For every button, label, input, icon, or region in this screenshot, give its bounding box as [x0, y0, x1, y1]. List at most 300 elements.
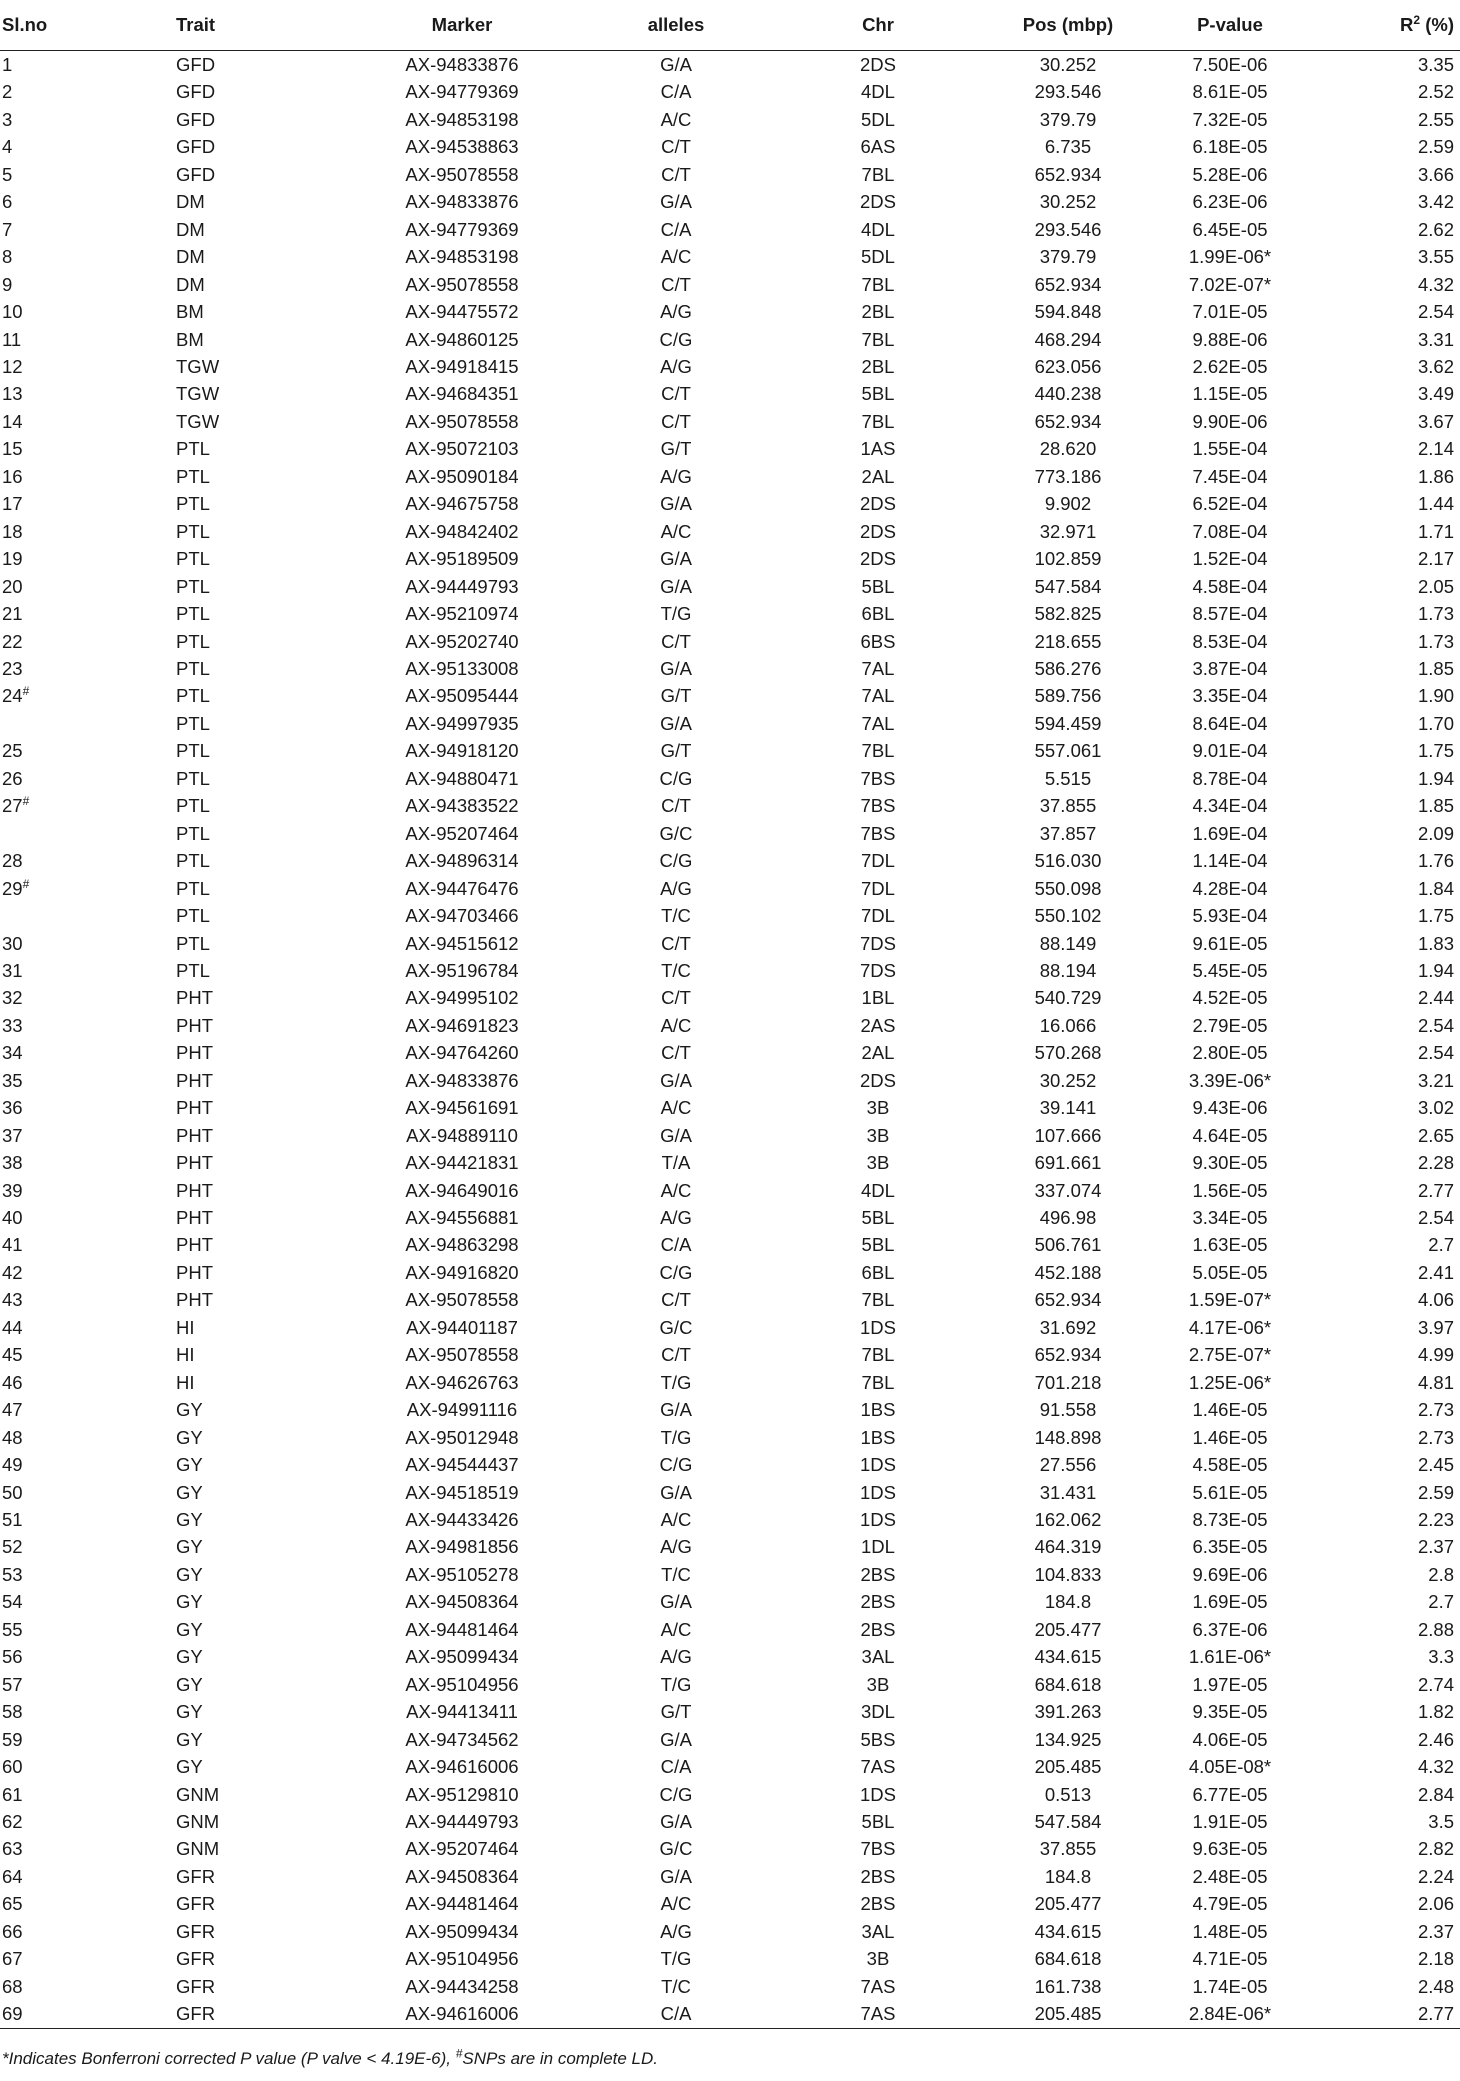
cell-slno-wrap	[0, 1561, 172, 1588]
cell-r2: 2.06	[1417, 1893, 1454, 1915]
cell-pvalue: 3.87E-04	[1192, 657, 1268, 679]
cell-pos: 652.934	[1034, 273, 1102, 295]
table-row	[0, 1643, 1460, 1670]
header-slno: Sl.no	[0, 0, 172, 51]
cell-alleles: T/G	[660, 1948, 692, 1970]
cell-slno-wrap	[0, 1643, 172, 1670]
cell-slno: 7	[2, 218, 13, 240]
cell-marker: AX-94853198	[405, 108, 519, 130]
cell-slno-wrap	[0, 243, 172, 270]
cell-alleles: G/A	[660, 1728, 692, 1750]
cell-chr: 2DS	[860, 1069, 896, 1091]
cell-slno-wrap	[0, 1671, 172, 1698]
cell-trait: PTL	[176, 685, 210, 707]
cell-pos: 104.833	[1034, 1563, 1102, 1585]
cell-r2: 2.52	[1417, 81, 1454, 103]
cell-marker: AX-94997935	[405, 712, 519, 734]
cell-pos: 293.546	[1034, 218, 1102, 240]
cell-r2: 2.62	[1417, 218, 1454, 240]
cell-alleles: C/T	[661, 987, 691, 1009]
cell-marker: AX-95099434	[405, 1646, 519, 1668]
cell-r2: 3.3	[1428, 1646, 1454, 1668]
cell-chr: 7BL	[861, 273, 895, 295]
cell-pos: 148.898	[1034, 1426, 1102, 1448]
cell-pvalue: 1.15E-05	[1192, 383, 1268, 405]
cell-pvalue: 6.77E-05	[1192, 1783, 1268, 1805]
cell-pvalue: 4.06E-05	[1192, 1728, 1268, 1750]
cell-chr: 7BL	[861, 1344, 895, 1366]
cell-trait: PHT	[176, 1124, 213, 1146]
cell-r2: 2.28	[1417, 1152, 1454, 1174]
cell-r2: 2.77	[1310, 2000, 1460, 2028]
cell-marker: AX-94383522	[405, 795, 519, 817]
table-footnote	[0, 2045, 1460, 2069]
cell-chr: 1DS	[860, 1454, 896, 1476]
cell-slno: 31	[2, 959, 23, 981]
cell-r2: 2.48	[1417, 1975, 1454, 1997]
table-row	[0, 628, 1460, 655]
table-row	[0, 380, 1460, 407]
cell-pos: 468.294	[1034, 328, 1102, 350]
cell-slno-wrap	[0, 957, 172, 984]
cell-marker: AX-94842402	[405, 520, 519, 542]
cell-chr: 2AL	[861, 1042, 895, 1064]
cell-pos: 6.735	[1044, 136, 1092, 158]
cell-r2: 1.85	[1417, 795, 1454, 817]
cell-chr: 3B	[866, 1097, 890, 1119]
cell-slno-wrap	[0, 1506, 172, 1533]
cell-marker: AX-94833876	[405, 191, 519, 213]
cell-alleles: G/A	[660, 1865, 692, 1887]
cell-marker: AX-94649016	[405, 1179, 519, 1201]
cell-pvalue: 4.58E-05	[1192, 1454, 1268, 1476]
footnote-part1: *Indicates Bonferroni corrected P value (P valve < 4.19E-6),	[2, 2048, 456, 2068]
table-row	[0, 2000, 1460, 2028]
cell-pvalue: 1.52E-04	[1192, 548, 1268, 570]
cell-slno: 50	[2, 1481, 23, 1503]
cell-marker: AX-94779369	[405, 218, 519, 240]
cell-alleles: A/C	[660, 1014, 692, 1036]
cell-slno: 17	[2, 493, 23, 515]
cell-pos: 205.477	[1034, 1618, 1102, 1640]
table-row	[0, 463, 1460, 490]
cell-trait: GY	[176, 1701, 203, 1723]
cell-r2: 3.31	[1417, 328, 1454, 350]
cell-alleles: G/C	[659, 1838, 693, 1860]
table-row	[0, 1012, 1460, 1039]
cell-chr: 1BS	[860, 1399, 896, 1421]
cell-r2: 2.82	[1417, 1838, 1454, 1860]
cell-marker: AX-94833876	[405, 54, 519, 75]
cell-r2: 2.7	[1428, 1234, 1454, 1256]
cell-alleles: C/T	[661, 1042, 691, 1064]
table-row	[0, 106, 1460, 133]
cell-r2: 4.81	[1417, 1371, 1454, 1393]
cell-pos: 684.618	[1034, 1948, 1102, 1970]
cell-marker: AX-94918120	[405, 740, 519, 762]
cell-chr: 7BL	[861, 1289, 895, 1311]
cell-alleles: A/C	[660, 1509, 692, 1531]
cell-pvalue: 4.79E-05	[1192, 1893, 1268, 1915]
cell-r2: 2.73	[1417, 1399, 1454, 1421]
cell-trait: PTL	[176, 767, 210, 789]
cell-slno-wrap	[0, 1808, 172, 1835]
table-row	[0, 1698, 1460, 1725]
cell-alleles: G/A	[660, 1591, 692, 1613]
cell-pvalue: 3.39E-06*	[1188, 1069, 1272, 1091]
cell-pvalue: 6.18E-05	[1192, 136, 1268, 158]
header-r2-base: R	[1400, 14, 1414, 35]
cell-chr: 3DL	[861, 1701, 895, 1723]
table-row	[0, 765, 1460, 792]
cell-trait: GY	[176, 1591, 203, 1613]
cell-slno-wrap	[0, 1122, 172, 1149]
table-row	[0, 875, 1460, 902]
cell-slno: 18	[2, 520, 23, 542]
cell-slno-wrap	[0, 1259, 172, 1286]
cell-slno-wrap	[0, 1424, 172, 1451]
cell-chr: 3B	[866, 1948, 890, 1970]
cell-trait: HI	[176, 1316, 195, 1338]
cell-chr: 5BL	[861, 1234, 895, 1256]
cell-marker: AX-94981856	[405, 1536, 519, 1558]
cell-trait: PTL	[176, 630, 210, 652]
cell-r2: 4.32	[1417, 273, 1454, 295]
cell-chr: 4DL	[861, 81, 895, 103]
cell-trait: TGW	[176, 355, 220, 377]
cell-marker: AX-94675758	[405, 493, 519, 515]
table-body	[0, 51, 1460, 2029]
cell-trait: GFR	[176, 1920, 216, 1942]
cell-marker: AX-94481464	[405, 1893, 519, 1915]
cell-marker: AX-95189509	[405, 548, 519, 570]
cell-slno-wrap	[0, 490, 172, 517]
cell-alleles: T/C	[661, 1975, 691, 1997]
table-row	[0, 737, 1460, 764]
cell-pvalue: 4.58E-04	[1192, 575, 1268, 597]
cell-slno: 42	[2, 1261, 23, 1283]
cell-r2: 3.42	[1417, 191, 1454, 213]
cell-chr: 2DS	[860, 191, 896, 213]
cell-pos: 37.857	[1039, 822, 1097, 844]
cell-marker: AX-94544437	[405, 1454, 519, 1476]
cell-slno-wrap	[0, 573, 172, 600]
cell-pvalue: 9.01E-04	[1192, 740, 1268, 762]
cell-trait: GFD	[176, 163, 216, 185]
cell-marker: AX-94508364	[405, 1591, 519, 1613]
cell-marker: AX-95133008	[405, 657, 519, 679]
cell-chr: 6AS	[860, 136, 896, 158]
cell-slno: 27	[2, 795, 23, 817]
cell-pos: 550.102	[1034, 905, 1102, 927]
cell-pvalue: 1.63E-05	[1192, 1234, 1268, 1256]
cell-slno-wrap	[0, 655, 172, 682]
cell-chr: 2AS	[860, 1014, 896, 1036]
cell-alleles: A/G	[660, 355, 692, 377]
cell-trait: TGW	[176, 383, 220, 405]
cell-pos: 0.513	[1044, 1783, 1092, 1805]
cell-chr: 5BL	[861, 575, 895, 597]
cell-pos: 5.515	[1044, 767, 1092, 789]
cell-chr: 4DL	[861, 218, 895, 240]
cell-chr: 7DL	[861, 905, 895, 927]
cell-pos: 205.485	[1034, 1756, 1102, 1778]
cell-slno: 19	[2, 548, 23, 570]
cell-slno-wrap	[0, 2000, 172, 2028]
table-row	[0, 1231, 1460, 1258]
cell-slno-wrap	[0, 1012, 172, 1039]
cell-trait: PHT	[176, 1014, 213, 1036]
cell-trait: GY	[176, 1728, 203, 1750]
cell-alleles: G/A	[660, 575, 692, 597]
cell-r2: 1.75	[1417, 905, 1454, 927]
cell-pos: 540.729	[1034, 987, 1102, 1009]
cell-pos: 440.238	[1034, 383, 1102, 405]
cell-slno-wrap	[0, 820, 172, 847]
cell-r2: 3.55	[1417, 246, 1454, 268]
cell-slno-note: #	[22, 684, 30, 699]
cell-pvalue: 7.32E-05	[1192, 108, 1268, 130]
cell-marker: AX-95078558	[405, 1344, 519, 1366]
cell-slno: 9	[2, 273, 13, 295]
cell-marker: AX-94703466	[405, 905, 519, 927]
cell-r2: 2.54	[1417, 1014, 1454, 1036]
cell-chr: 2DS	[860, 548, 896, 570]
cell-r2: 1.94	[1417, 767, 1454, 789]
cell-pos: 570.268	[1034, 1042, 1102, 1064]
cell-slno-wrap	[0, 1781, 172, 1808]
cell-r2: 2.41	[1417, 1261, 1454, 1283]
cell-pos: 88.194	[1039, 959, 1097, 981]
cell-slno-wrap	[0, 326, 172, 353]
cell-marker: AX-94616006	[342, 2000, 582, 2028]
cell-trait: PHT	[176, 1152, 213, 1174]
table-row	[0, 573, 1460, 600]
cell-slno: 16	[2, 465, 23, 487]
cell-pvalue: 2.48E-05	[1192, 1865, 1268, 1887]
cell-trait: GNM	[176, 1811, 220, 1832]
cell-r2: 2.17	[1417, 548, 1454, 570]
cell-alleles: C/A	[660, 81, 692, 103]
table-row	[0, 1369, 1460, 1396]
cell-slno-wrap	[0, 1945, 172, 1972]
cell-r2: 1.44	[1417, 493, 1454, 515]
cell-pos: 162.062	[1034, 1509, 1102, 1531]
cell-r2: 2.54	[1417, 301, 1454, 323]
cell-alleles: G/A	[660, 1124, 692, 1146]
cell-trait: GY	[176, 1563, 203, 1585]
cell-chr: 2BL	[861, 355, 895, 377]
cell-trait: TGW	[176, 410, 220, 432]
cell-r2: 1.71	[1417, 520, 1454, 542]
cell-slno-wrap	[0, 765, 172, 792]
cell-alleles: G/C	[659, 1316, 693, 1338]
cell-r2: 1.94	[1417, 959, 1454, 981]
cell-pos: 516.030	[1034, 850, 1102, 872]
cell-alleles: C/T	[661, 410, 691, 432]
cell-chr: 2BS	[860, 1618, 896, 1640]
cell-alleles: G/A	[660, 493, 692, 515]
table-row	[0, 1286, 1460, 1313]
table-row	[0, 1918, 1460, 1945]
cell-chr: 1DS	[860, 1481, 896, 1503]
cell-slno: 39	[2, 1179, 23, 1201]
table-row	[0, 271, 1460, 298]
cell-marker: AX-95207464	[405, 822, 519, 844]
cell-chr: 1DS	[860, 1316, 896, 1338]
cell-r2: 2.77	[1417, 1179, 1454, 1201]
cell-pos: 37.855	[1039, 795, 1097, 817]
table-row	[0, 957, 1460, 984]
cell-pvalue: 4.34E-04	[1192, 795, 1268, 817]
cell-r2: 3.49	[1417, 383, 1454, 405]
cell-slno: 2	[2, 81, 13, 103]
table-row	[0, 1122, 1460, 1149]
cell-pvalue: 3.34E-05	[1192, 1207, 1268, 1229]
cell-chr: 7AS	[860, 1975, 896, 1997]
cell-slno: 5	[2, 163, 13, 185]
cell-alleles: C/G	[659, 1261, 693, 1283]
cell-pvalue: 1.91E-05	[1192, 1811, 1268, 1832]
cell-alleles: A/C	[660, 1618, 692, 1640]
cell-alleles: C/T	[661, 1344, 691, 1366]
cell-marker: AX-95078558	[405, 1289, 519, 1311]
cell-chr: 7BS	[860, 822, 896, 844]
cell-marker: AX-94833876	[405, 1069, 519, 1091]
cell-alleles: G/T	[660, 740, 692, 762]
cell-alleles: C/T	[661, 163, 691, 185]
cell-pvalue: 9.63E-05	[1192, 1838, 1268, 1860]
cell-chr: 2BL	[861, 301, 895, 323]
cell-trait: PTL	[176, 740, 210, 762]
cell-slno-wrap	[0, 435, 172, 462]
cell-slno-wrap	[0, 847, 172, 874]
cell-trait: PHT	[176, 1207, 213, 1229]
cell-slno-wrap	[0, 1231, 172, 1258]
cell-marker: AX-94538863	[405, 136, 519, 158]
cell-pos: 184.8	[1044, 1865, 1092, 1887]
cell-pos: 30.252	[1039, 191, 1097, 213]
cell-r2: 3.67	[1417, 410, 1454, 432]
cell-trait: PHT	[176, 1261, 213, 1283]
cell-pvalue: 1.46E-05	[1192, 1426, 1268, 1448]
cell-pvalue: 9.43E-06	[1192, 1097, 1268, 1119]
cell-pos: 27.556	[1039, 1454, 1097, 1476]
cell-slno: 41	[2, 1234, 23, 1256]
cell-pos: 91.558	[1039, 1399, 1097, 1421]
cell-slno: 8	[2, 246, 13, 268]
cell-trait: GY	[176, 1646, 203, 1668]
cell-slno-wrap	[0, 1533, 172, 1560]
cell-slno-wrap	[0, 1039, 172, 1066]
cell-slno: 68	[2, 1975, 23, 1997]
cell-pos: 557.061	[1034, 740, 1102, 762]
cell-slno-wrap	[0, 51, 172, 79]
cell-r2: 2.23	[1417, 1509, 1454, 1531]
cell-slno-wrap	[0, 106, 172, 133]
cell-alleles: C/T	[661, 273, 691, 295]
cell-marker: AX-94853198	[405, 246, 519, 268]
cell-slno: 40	[2, 1207, 23, 1229]
table-row	[0, 133, 1460, 160]
cell-r2: 2.55	[1417, 108, 1454, 130]
table-header-row	[0, 0, 1460, 51]
table-row	[0, 1067, 1460, 1094]
cell-r2: 1.76	[1417, 850, 1454, 872]
cell-r2: 2.46	[1417, 1728, 1454, 1750]
cell-r2: 2.88	[1417, 1618, 1454, 1640]
cell-alleles: G/T	[660, 685, 692, 707]
cell-chr: 5BL	[861, 383, 895, 405]
cell-trait: GFR	[176, 1865, 216, 1887]
cell-chr: 4DL	[861, 1179, 895, 1201]
cell-pvalue: 4.17E-06*	[1188, 1316, 1272, 1338]
cell-pos: 547.584	[1034, 1811, 1102, 1832]
cell-pos: 464.319	[1034, 1536, 1102, 1558]
cell-trait: PTL	[176, 712, 210, 734]
cell-slno-wrap	[0, 298, 172, 325]
cell-r2: 4.32	[1417, 1756, 1454, 1778]
cell-chr: 6BL	[861, 603, 895, 625]
cell-alleles: C/T	[661, 932, 691, 954]
cell-alleles: G/A	[660, 1811, 692, 1832]
table-row	[0, 326, 1460, 353]
cell-trait: PHT	[176, 1042, 213, 1064]
cell-pvalue: 1.61E-06*	[1188, 1646, 1272, 1668]
cell-r2: 2.74	[1417, 1673, 1454, 1695]
cell-chr: 2DS	[860, 493, 896, 515]
cell-r2: 2.18	[1417, 1948, 1454, 1970]
cell-trait: PTL	[176, 905, 210, 927]
cell-alleles: A/C	[660, 520, 692, 542]
cell-slno: 23	[2, 657, 23, 679]
cell-marker: AX-95072103	[405, 438, 519, 460]
cell-pos: 161.738	[1034, 1975, 1102, 1997]
cell-r2: 2.59	[1417, 1481, 1454, 1503]
table-row	[0, 1259, 1460, 1286]
cell-slno-wrap	[0, 1341, 172, 1368]
cell-pos: 589.756	[1034, 685, 1102, 707]
cell-chr: 7DS	[860, 959, 896, 981]
cell-marker: AX-95104956	[405, 1673, 519, 1695]
cell-r2: 2.14	[1417, 438, 1454, 460]
cell-chr: 3AL	[861, 1646, 895, 1668]
cell-slno-wrap	[0, 380, 172, 407]
cell-slno: 63	[2, 1838, 23, 1860]
cell-pvalue: 4.28E-04	[1192, 877, 1268, 899]
cell-r2: 2.59	[1417, 136, 1454, 158]
cell-slno: 1	[2, 54, 13, 75]
cell-marker: AX-94734562	[405, 1728, 519, 1750]
cell-chr: 2DS	[860, 520, 896, 542]
table-row	[0, 188, 1460, 215]
cell-trait: PTL	[176, 548, 210, 570]
cell-r2: 2.44	[1417, 987, 1454, 1009]
table-row	[0, 1204, 1460, 1231]
cell-chr: 7BS	[860, 767, 896, 789]
cell-slno-wrap	[0, 1314, 172, 1341]
cell-slno: 52	[2, 1536, 23, 1558]
header-pvalue: P-value	[1150, 0, 1310, 51]
cell-r2: 2.05	[1417, 575, 1454, 597]
cell-slno-wrap	[0, 133, 172, 160]
cell-pos: 88.149	[1039, 932, 1097, 954]
cell-pos: 434.615	[1034, 1646, 1102, 1668]
cell-pos: 586.276	[1034, 657, 1102, 679]
table-row	[0, 1808, 1460, 1835]
cell-r2: 3.02	[1417, 1097, 1454, 1119]
cell-r2: 3.97	[1417, 1316, 1454, 1338]
